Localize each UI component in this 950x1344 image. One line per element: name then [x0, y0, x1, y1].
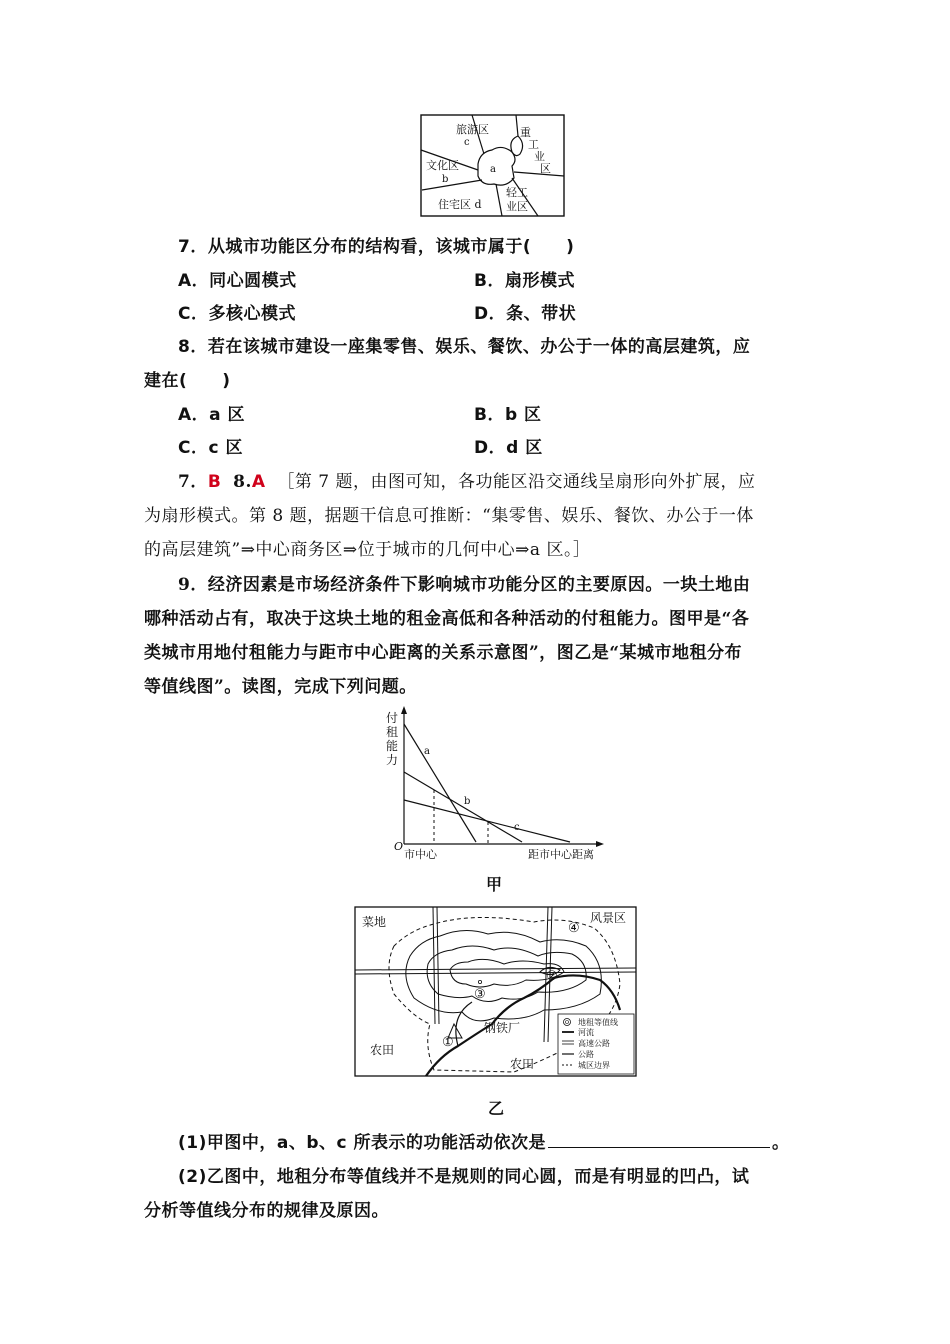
- line-b: [404, 772, 522, 842]
- culture-label: 文化区: [426, 159, 459, 172]
- sub2-line2: 分析等值线分布的规律及原因。: [144, 1201, 389, 1221]
- residential-label: 住宅区 d: [438, 198, 482, 211]
- q9-line2: 哪种活动占有，取决于这块土地的租金高低和各种活动的付租能力。图甲是“各: [144, 609, 750, 629]
- q7-option-b: B．扇形模式: [474, 271, 575, 291]
- q9-line3: 类城市用地付租能力与距市中心距离的关系示意图”，图乙是“某城市地租分布: [144, 643, 743, 663]
- line-b-label: b: [464, 796, 471, 807]
- heavy-industry-char-4: 区: [540, 162, 551, 175]
- q8-option-c: C．c 区: [178, 438, 243, 458]
- y-label-1: 付: [386, 711, 399, 725]
- sub2-line1: (2)乙图中，地租分布等值线并不是规则的同心圆，而是有明显的凹凸，试: [178, 1167, 750, 1187]
- sub1-line: [178, 1128, 790, 1153]
- legend-item-highway: 高速公路: [578, 1039, 610, 1048]
- steel-mill-label: 钢铁厂: [484, 1021, 521, 1035]
- q8-option-b: B．b 区: [474, 405, 542, 425]
- q8-option-a: A．a 区: [178, 405, 246, 425]
- x-axis-arrow: [596, 841, 604, 847]
- line-c: [404, 800, 570, 842]
- farmland-bottom-label: 农田: [510, 1057, 535, 1071]
- bid-rent-chart: [384, 704, 610, 862]
- answer-explanation-line1: ［第 7 题，由图可知，各功能区沿交通线呈扇形向外扩展，应: [277, 472, 756, 492]
- scenic-label: 风景区: [590, 911, 627, 925]
- q7-option-a: A．同心圆模式: [178, 271, 297, 291]
- legend-item-road: 公路: [578, 1050, 594, 1059]
- sub1-text: (1)甲图中，a、b、c 所表示的功能活动依次是: [178, 1133, 547, 1153]
- farmland-left-label: 农田: [370, 1043, 395, 1057]
- sub1-end: 。: [772, 1133, 790, 1153]
- q9-line4: 等值线图”。读图，完成下列问题。: [144, 677, 417, 697]
- tourism-letter: c: [464, 137, 470, 148]
- q7-stem: 7．从城市功能区分布的结构看，该城市属于( ): [178, 237, 575, 257]
- city-zone-map: [420, 114, 566, 218]
- answer-q7-value: B: [207, 472, 222, 492]
- answer-q8-prefix: 8.: [233, 472, 252, 492]
- q8-option-d: D．d 区: [474, 438, 543, 458]
- y-label-4: 力: [386, 753, 399, 767]
- line-c-label: c: [514, 822, 520, 833]
- land-rent-map: [354, 906, 638, 1078]
- sub1-answer-blank[interactable]: [548, 1133, 770, 1148]
- q7-option-c: C．多核心模式: [178, 304, 296, 324]
- q8-stem-line1: 8．若在该城市建设一座集零售、娱乐、餐饮、办公于一体的高层建筑，应: [178, 337, 751, 357]
- x-label-center: 市中心: [404, 848, 437, 861]
- y-label-3: 能: [386, 739, 399, 753]
- answer-explanation-line2: 为扇形模式。第 8 题，据题干信息可推断：“集零售、娱乐、餐饮、办公于一体: [144, 506, 754, 526]
- answer-explanation-line3: 的高层建筑”⇒中心商务区⇒位于城市的几何中心⇒a 区。］: [144, 540, 591, 560]
- q9-line1: 9．经济因素是市场经济条件下影响城市功能分区的主要原因。一块土地由: [178, 575, 751, 595]
- answer-line1: [178, 467, 755, 492]
- heavy-industry-char-3: 业: [534, 150, 545, 163]
- center-letter: a: [490, 164, 496, 175]
- line-a: [404, 724, 476, 842]
- legend-item-boundary: 城区边界: [578, 1061, 610, 1070]
- x-label-distance: 距市中心距离: [528, 848, 594, 861]
- answer-q8-value: A: [251, 472, 266, 492]
- heavy-industry-char-1: 重: [520, 126, 531, 139]
- light-industry-line1: 轻工: [506, 186, 528, 199]
- culture-letter: b: [442, 174, 449, 185]
- vegetable-label: 菜地: [362, 915, 387, 929]
- answer-q7-prefix: 7．: [178, 472, 208, 492]
- line-a-label: a: [424, 746, 430, 757]
- marker-2: ②: [546, 969, 558, 984]
- marker-3: ③: [474, 987, 486, 1002]
- light-industry-line2: 业区: [506, 200, 528, 213]
- y-label-2: 租: [386, 725, 399, 739]
- map-yi-caption: 乙: [488, 1099, 505, 1118]
- heavy-industry-char-2: 工: [528, 138, 539, 151]
- marker-1: ①: [442, 1035, 454, 1050]
- y-axis-arrow: [401, 706, 407, 714]
- chart-jia-caption: 甲: [486, 875, 503, 894]
- q7-option-d: D．条、带状: [474, 304, 577, 324]
- marker-4: ④: [568, 921, 580, 936]
- legend-item-isoline: 地租等值线: [578, 1018, 618, 1027]
- legend-item-river: 河流: [578, 1028, 594, 1037]
- q8-stem-line2: 建在( ): [144, 371, 231, 391]
- tourism-label: 旅游区: [456, 123, 489, 136]
- origin-label: O: [394, 840, 404, 853]
